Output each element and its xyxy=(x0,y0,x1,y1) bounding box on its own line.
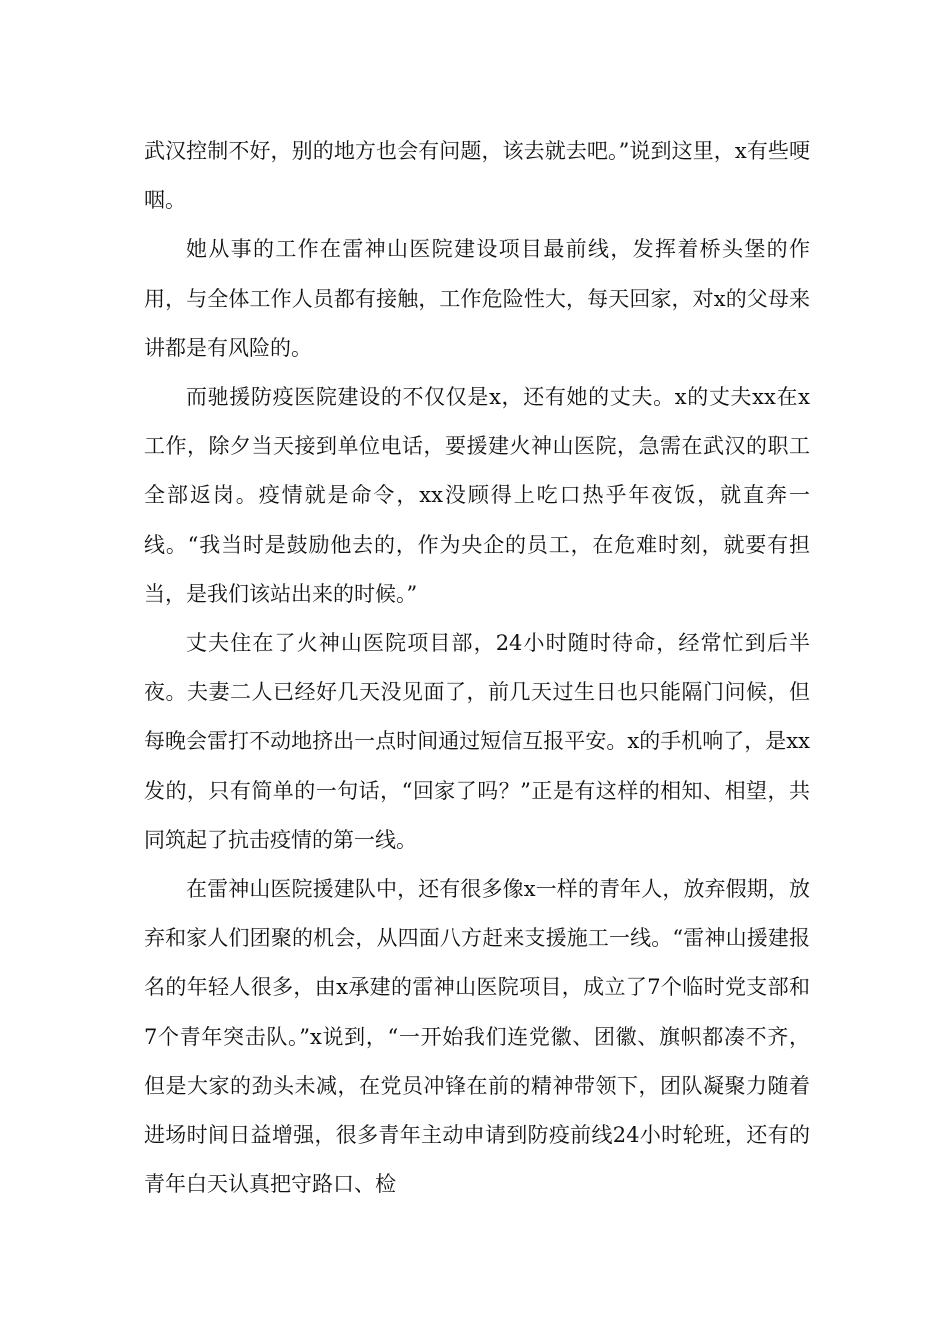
paragraph-work-frontline: 她从事的工作在雷神山医院建设项目最前线，发挥着桥头堡的作用，与全体工作人员都有接触，工作危险性大，每天回家，对x的父母来讲都是有风险的。 xyxy=(144,237,810,360)
paragraph-husband: 而驰援防疫医院建设的不仅仅是x，还有她的丈夫。x的丈夫xx在x工作，除夕当天接到单位电话，要援建火神山医院，急需在武汉的职工全部返岗。疫情就是命令，xx没顾得上吃口热乎年夜饭，就直奔一线。“我当时是鼓励他去的，作为央企的员工，在危难时刻，就要有担当，是我们该站出来的时候。” xyxy=(144,385,810,606)
paragraph-youth-team: 在雷神山医院援建队中，还有很多像x一样的青年人，放弃假期，放弃和家人们团聚的机会，从四面八方赶来支援施工一线。“雷神山援建报名的年轻人很多，由x承建的雷神山医院项目，成立了7个临时党支部和7个青年突击队。”x说到，“一开始我们连党徽、团徽、旗帜都凑不齐，但是大家的劲头未减，在党员冲锋在前的精神带领下，团队凝聚力随着进场时间日益增强，很多青年主动申请到防疫前线24小时轮班，还有的青年白天认真把守路口、检 xyxy=(144,877,810,1197)
paragraph-couple: 丈夫住在了火神山医院项目部，24小时随时待命，经常忙到后半夜。夫妻二人已经好几天没见面了，前几天过生日也只能隔门问候，但每晚会雷打不动地挤出一点时间通过短信互报平安。x的手机响了，是xx发的，只有简单的一句话，“回家了吗？”正是有这样的相知、相望，共同筑起了抗击疫情的第一线。 xyxy=(144,631,810,852)
paragraph-continuation: 武汉控制不好，别的地方也会有问题，该去就去吧。”说到这里，x有些哽咽。 xyxy=(144,139,810,213)
document-body xyxy=(144,127,810,1209)
